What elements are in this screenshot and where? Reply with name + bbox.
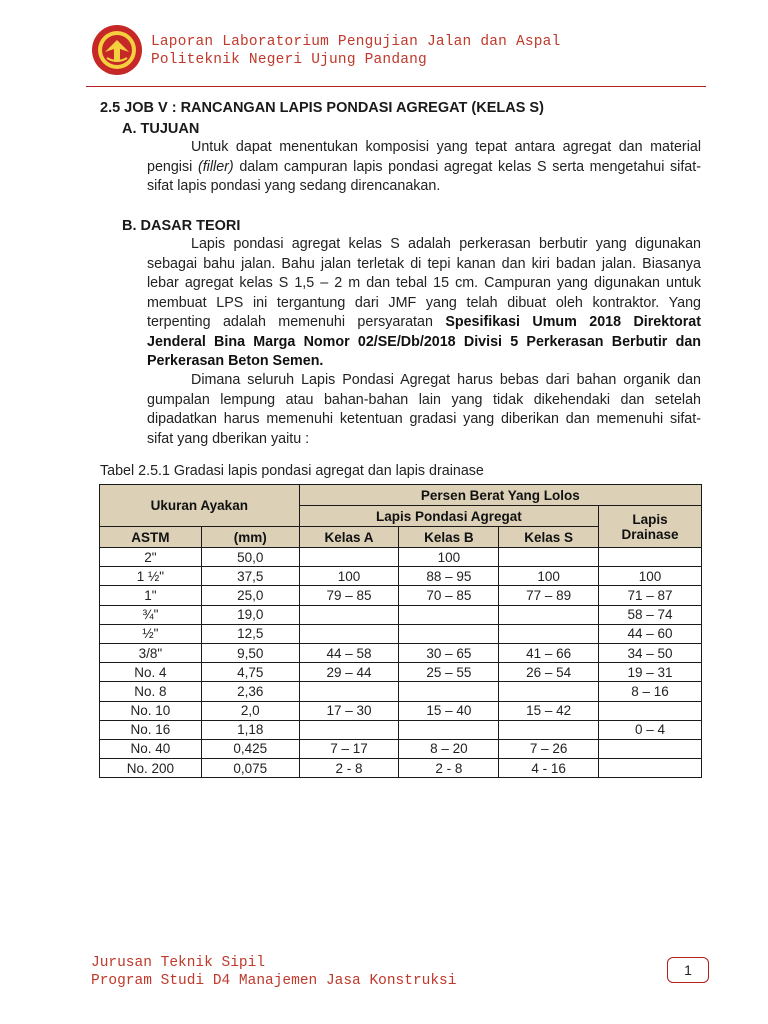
table-cell: No. 4 (100, 663, 202, 682)
paragraph-dasar-teori: Lapis pondasi agregat kelas S adalah perkerasan berbutir yang digunakan sebagai bahu jalan. Bahu jalan terletak di tepi kanan dan kiri badan jalan. Biasanya lebar agregat kelas S 1,5 – 2 m dan tebal 15 cm. Campuran yang digunakan untuk membuat LPS ini tergantung dari JMF yang telah dibuat oleh kontraktor. Yang terpenting adalah memenuhi persyaratan Spesifikasi Umum 2018 Direktorat Jenderal Bina Marga Nomor 02/SE/Db/2018 Divisi 5 Perkerasan Berbutir dan Perkerasan Beton Semen. (147, 236, 701, 369)
table-cell: No. 40 (100, 739, 202, 758)
header-kelas-b: Kelas B (399, 527, 499, 548)
table-cell: 1 ½" (100, 567, 202, 586)
table-row (100, 682, 702, 701)
table-cell: 12,5 (201, 624, 299, 643)
table-cell (599, 739, 702, 758)
table-cell: 7 – 17 (299, 739, 399, 758)
table-row (100, 548, 702, 567)
table-cell: 4,75 (201, 663, 299, 682)
table-cell: 100 (299, 567, 399, 586)
table-cell: 9,50 (201, 643, 299, 662)
table-cell: No. 16 (100, 720, 202, 739)
table-cell: 15 – 42 (499, 701, 599, 720)
table-cell: 71 – 87 (599, 586, 702, 605)
table-row (100, 720, 702, 739)
table-cell (399, 624, 499, 643)
table-cell: 4 - 16 (499, 759, 599, 778)
table-caption: Tabel 2.5.1 Gradasi lapis pondasi agregat dan lapis drainase (100, 463, 484, 479)
table-cell: 19 – 31 (599, 663, 702, 682)
table-cell: 100 (499, 567, 599, 586)
table-cell (399, 682, 499, 701)
table-row (100, 701, 702, 720)
table-cell (499, 548, 599, 567)
table-cell (599, 701, 702, 720)
table-cell: 50,0 (201, 548, 299, 567)
table-cell (299, 548, 399, 567)
polytechnic-logo (91, 24, 143, 76)
header-mm: (mm) (201, 527, 299, 548)
subsection-dasar-teori: B. DASAR TEORI (122, 218, 241, 234)
header-lab-title: Laporan Laboratorium Pengujian Jalan dan Aspal (151, 34, 561, 50)
table-cell: 100 (599, 567, 702, 586)
table-cell (599, 759, 702, 778)
table-cell: 44 – 60 (599, 624, 702, 643)
table-cell (499, 624, 599, 643)
table-cell: ¾" (100, 605, 202, 624)
table-row (100, 624, 702, 643)
table-row (100, 759, 702, 778)
table-cell (499, 720, 599, 739)
table-cell (299, 624, 399, 643)
header-lapis-pondasi-agregat: Lapis Pondasi Agregat (299, 506, 598, 527)
table-cell: 25 – 55 (399, 663, 499, 682)
table-cell: 34 – 50 (599, 643, 702, 662)
table-cell (499, 605, 599, 624)
table-cell: No. 10 (100, 701, 202, 720)
header-persen-lolos: Persen Berat Yang Lolos (299, 485, 701, 506)
table-cell (399, 605, 499, 624)
table-cell: No. 200 (100, 759, 202, 778)
table-cell: 70 – 85 (399, 586, 499, 605)
table-row (100, 663, 702, 682)
table-cell: 100 (399, 548, 499, 567)
header-lapis-drainase: Lapis Drainase (599, 506, 702, 548)
table-cell: 7 – 26 (499, 739, 599, 758)
table-cell: 0,425 (201, 739, 299, 758)
table-cell: 1,18 (201, 720, 299, 739)
table-cell (299, 605, 399, 624)
table-row (100, 586, 702, 605)
header-kelas-s: Kelas S (499, 527, 599, 548)
table-cell: 79 – 85 (299, 586, 399, 605)
header-kelas-a: Kelas A (299, 527, 399, 548)
footer-department: Jurusan Teknik Sipil (91, 955, 266, 971)
table-cell: 2 - 8 (299, 759, 399, 778)
header-institution: Politeknik Negeri Ujung Pandang (151, 52, 427, 68)
footer-program: Program Studi D4 Manajemen Jasa Konstruksi (91, 973, 457, 989)
table-cell (299, 682, 399, 701)
header-astm: ASTM (100, 527, 202, 548)
table-cell (399, 720, 499, 739)
table-row (100, 739, 702, 758)
table-row (100, 643, 702, 662)
section-title: 2.5 JOB V : RANCANGAN LAPIS PONDASI AGREGAT (KELAS S) (100, 100, 544, 116)
table-cell (499, 682, 599, 701)
table-cell: 0,075 (201, 759, 299, 778)
table-cell: 3/8" (100, 643, 202, 662)
table-cell: 37,5 (201, 567, 299, 586)
table-row (100, 605, 702, 624)
table-cell: ½" (100, 624, 202, 643)
table-row (100, 567, 702, 586)
paragraph-ketentuan: Dimana seluruh Lapis Pondasi Agregat harus bebas dari bahan organik dan gumpalan lempung atau bahan-bahan lain yang tidak dikehendaki dan setelah dipadatkan harus memenuhi ketentuan gradasi yang diberikan dan memenuhi sifat-sifat yang dberikan yaitu : (147, 372, 701, 447)
header-ukuran-ayakan: Ukuran Ayakan (100, 485, 300, 527)
table-cell: 26 – 54 (499, 663, 599, 682)
table-cell: 8 – 20 (399, 739, 499, 758)
gradation-table (99, 484, 702, 778)
table-cell: 58 – 74 (599, 605, 702, 624)
table-cell: 77 – 89 (499, 586, 599, 605)
table-cell: 1" (100, 586, 202, 605)
table-cell: 30 – 65 (399, 643, 499, 662)
table-cell: No. 8 (100, 682, 202, 701)
table-cell: 2" (100, 548, 202, 567)
table-cell: 2 - 8 (399, 759, 499, 778)
table-cell: 8 – 16 (599, 682, 702, 701)
table-cell: 0 – 4 (599, 720, 702, 739)
table-cell: 2,36 (201, 682, 299, 701)
subsection-tujuan: A. TUJUAN (122, 121, 200, 137)
table-cell: 19,0 (201, 605, 299, 624)
paragraph-tujuan: Untuk dapat menentukan komposisi yang tepat antara agregat dan material pengisi (filler) dalam campuran lapis pondasi agregat kelas S serta mengetahui sifat-sifat lapis pondasi yang sedang direncanakan. (147, 139, 701, 194)
table-cell: 41 – 66 (499, 643, 599, 662)
table-cell: 25,0 (201, 586, 299, 605)
table-cell: 88 – 95 (399, 567, 499, 586)
table-cell (599, 548, 702, 567)
table-cell: 29 – 44 (299, 663, 399, 682)
table-cell: 17 – 30 (299, 701, 399, 720)
table-cell: 44 – 58 (299, 643, 399, 662)
table-cell (299, 720, 399, 739)
page-number: 1 (667, 957, 709, 983)
header-divider (86, 86, 706, 87)
table-cell: 15 – 40 (399, 701, 499, 720)
table-cell: 2,0 (201, 701, 299, 720)
